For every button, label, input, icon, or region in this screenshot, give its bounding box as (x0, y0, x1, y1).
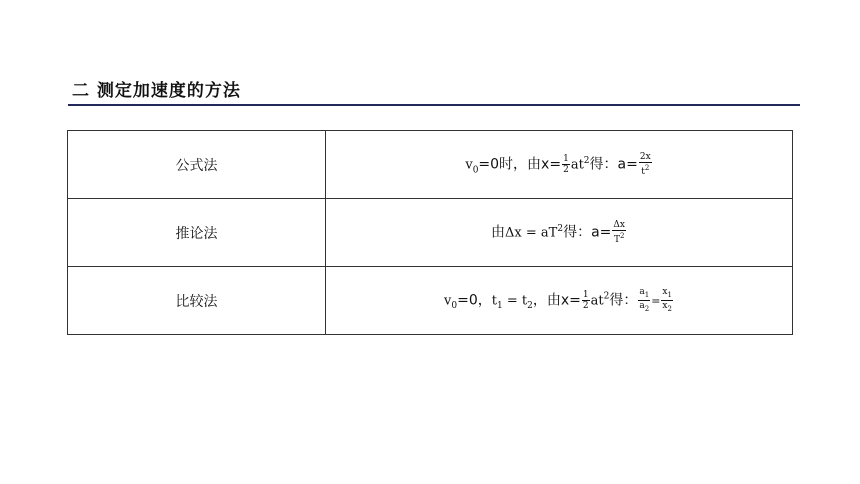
method-name: 公式法 (68, 131, 326, 199)
method-formula: $v_0=0$，$t_1 = t_2$，由x= $\frac{1}{2}$ $at^2$得： $\frac{a_1}{a_2}$ = $\frac{x_1}{x_2}$ (326, 267, 793, 335)
methods-table (67, 130, 793, 335)
method-formula: 由$\Delta x = aT^2$得：a= $\frac{\Delta x}{T^2}$ (326, 199, 793, 267)
table-row (68, 199, 793, 267)
section-heading: 二 测定加速度的方法 (72, 81, 241, 101)
method-name: 推论法 (68, 199, 326, 267)
method-name: 比较法 (68, 267, 326, 335)
heading-underline (68, 104, 800, 106)
method-formula: $v_0=0$时，由x= $\frac{1}{2}$ $at^2$得：a= $\frac{2x}{t^2}$ (326, 131, 793, 199)
table-row (68, 131, 793, 199)
table-row (68, 267, 793, 335)
